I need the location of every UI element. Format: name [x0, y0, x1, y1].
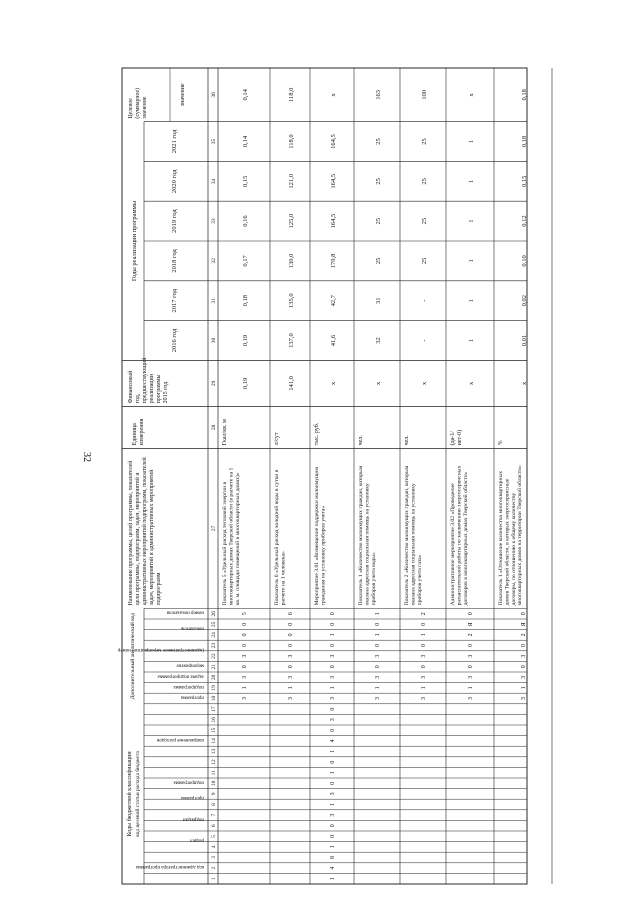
- year-value: 137,0: [288, 333, 295, 348]
- text-line: кв. м. площади помещений в многоквартирных домах)»: [234, 472, 241, 606]
- code-cell: 0: [521, 665, 527, 669]
- years-group-header: Годы реализации программы: [131, 200, 138, 282]
- year-value: 130,0: [288, 253, 295, 269]
- column-number: 11: [211, 770, 217, 776]
- year-value: 25: [375, 178, 382, 185]
- code-cell: 1: [330, 686, 336, 690]
- code-cell: 0: [330, 665, 336, 669]
- year-value: 1: [468, 299, 475, 303]
- text-line: многоквартирных домах Тверской области (в расчете на 1: [228, 467, 235, 606]
- code-cell: 3: [421, 697, 427, 700]
- code-cell: 3: [521, 697, 527, 700]
- code-header-dop_pokazatel: показатель: [181, 625, 204, 631]
- analytic-code-header: Дополнительный аналитический код: [130, 612, 136, 700]
- base-year-value: 0,19: [242, 377, 249, 390]
- column-number: 29: [211, 380, 217, 387]
- code-cell: 1: [288, 686, 294, 690]
- year-value: 170,8: [330, 253, 337, 269]
- code-cell: 0: [242, 622, 248, 626]
- column-number: 28: [211, 424, 217, 431]
- target-value: 0,18: [521, 89, 528, 101]
- column-number: 14: [211, 738, 217, 744]
- text-line: расчете на 1 человека»: [280, 551, 287, 606]
- code-cell: 1: [421, 633, 427, 637]
- year-value: 32: [375, 337, 382, 344]
- year-value: 0,10: [521, 255, 528, 267]
- code-cell: 0: [242, 633, 248, 637]
- code-header-dop_podprogramma: подпрограмма: [173, 683, 204, 689]
- target-value: 163: [375, 89, 382, 100]
- text-line: Наименование программы, целей программы, показателей: [128, 460, 134, 606]
- code-header-razdel: раздел: [190, 837, 204, 843]
- year-value: 164,5: [330, 173, 337, 189]
- name-header: [127, 457, 162, 605]
- year-header: 2021 год: [171, 129, 178, 154]
- code-cell: 0: [330, 644, 336, 647]
- year-value: 25: [421, 178, 428, 185]
- text-line: Показатель 6 «Удельный расход холодной воды в сутки в: [274, 469, 280, 606]
- base-year-value: 141,0: [288, 376, 295, 391]
- column-number: 22: [211, 653, 217, 659]
- code-cell: 3: [468, 697, 474, 700]
- year-value: 135,0: [288, 293, 295, 309]
- code-cell: Я: [468, 622, 474, 627]
- code-cell: 0: [330, 707, 336, 711]
- target-value: х: [468, 93, 475, 97]
- code-cell: 1: [421, 686, 427, 690]
- text-line: оказана адресная социальная помощь на установку: [410, 483, 417, 606]
- code-cell: 1: [330, 633, 336, 637]
- code-cell: 3: [521, 654, 527, 658]
- code-cell: 0: [330, 834, 336, 838]
- column-number: 26: [211, 610, 217, 617]
- code-cell: 0: [375, 665, 381, 669]
- code-cell: 3: [288, 654, 294, 658]
- text-line: гражданам на установку приборов учета»: [320, 505, 327, 606]
- text-line: задач, мероприятий и административных мероприятий: [149, 469, 155, 606]
- code-cell: 3: [521, 675, 527, 679]
- base-year-value: х: [521, 381, 528, 386]
- unit-cell: [404, 435, 410, 446]
- code-cell: 3: [330, 718, 336, 722]
- code-cell: 1: [375, 686, 381, 690]
- text-line: договоры, по отношению к общему количеству: [510, 492, 517, 606]
- column-number: 30: [211, 337, 217, 344]
- text-line: 2015 год: [163, 381, 169, 404]
- text-line: Единица: [132, 423, 138, 446]
- column-number: 5: [211, 834, 217, 838]
- year-value: 1: [468, 338, 475, 343]
- column-number: 7: [211, 813, 217, 817]
- base-year-value: х: [468, 381, 475, 386]
- code-cell: 0: [288, 644, 294, 647]
- code-cell: 3: [375, 675, 381, 679]
- column-number: 10: [211, 780, 217, 787]
- unit-cell: [274, 432, 280, 445]
- code-cell: 3: [375, 697, 381, 700]
- year-value: 0,01: [521, 334, 528, 347]
- code-cell: 1: [521, 686, 527, 690]
- text-line: Целевое: [128, 98, 134, 119]
- indicator-name: [273, 469, 286, 605]
- kbk-header: Коды бюджетной классификации: [127, 751, 133, 837]
- year-value: -: [421, 339, 428, 342]
- code-cell: 3: [288, 697, 294, 700]
- text-line: подпрограмм: [156, 572, 162, 606]
- unit-cell: [222, 419, 228, 445]
- unit-cell: [313, 422, 320, 445]
- code-cell: 0: [421, 665, 427, 669]
- text-line: цели программы, подпрограмм, задач, мероприятий и: [135, 472, 141, 606]
- code-cell: 5: [242, 612, 248, 616]
- target-value: 100: [421, 89, 428, 100]
- unit-cell: [449, 430, 463, 446]
- kbk-subheader: код целевой статьи расхода бюджета: [135, 751, 141, 837]
- code-cell: 1: [468, 686, 474, 690]
- year-value: 41,6: [330, 334, 337, 347]
- target-value: 0,14: [242, 89, 249, 101]
- year-header: 2018 год: [171, 249, 178, 273]
- column-number: 13: [211, 748, 217, 755]
- code-cell: 0: [288, 622, 294, 626]
- text-line: Показатель 5 «Удельный расход тепловой энергии в: [222, 481, 228, 606]
- table-grid: [117, 68, 552, 884]
- text-line: административных мероприятий подпрограмм, показателей: [142, 457, 148, 606]
- column-number: 15: [211, 727, 217, 734]
- code-cell: 2: [521, 633, 527, 637]
- base-year-value: х: [421, 381, 428, 386]
- year-value: 0,19: [242, 334, 249, 347]
- code-cell: 3: [330, 654, 336, 658]
- code-cell: 1: [330, 750, 336, 753]
- code-cell: 0: [242, 665, 248, 669]
- year-value: 0,02: [521, 295, 528, 307]
- indicator-name: [221, 467, 241, 605]
- year-value: 0,12: [521, 215, 528, 227]
- text-line: %: [498, 440, 504, 446]
- code-header-programma: программа: [181, 795, 204, 801]
- text-line: приборов учета газа»: [416, 554, 423, 606]
- code-cell: 0: [242, 644, 248, 647]
- code-cell: 3: [330, 813, 336, 817]
- code-cell: 0: [288, 665, 294, 669]
- text-line: предшествующий: [142, 357, 148, 404]
- code-header-dop_meropriyatie: мероприятие: [176, 662, 204, 668]
- code-cell: 0: [330, 612, 336, 616]
- column-number: 16: [211, 716, 217, 723]
- code-cell: 0: [468, 612, 474, 616]
- column-number: 6: [211, 824, 217, 828]
- unit-cell: [498, 440, 504, 445]
- unit-header: [132, 418, 145, 445]
- code-cell: 3: [468, 675, 474, 679]
- year-value: 0,16: [242, 215, 249, 227]
- code-cell: 3: [421, 675, 427, 679]
- text-line: тыс. руб.: [314, 422, 320, 446]
- code-header-admin: код администратора программы: [135, 864, 204, 870]
- year-value: 0,18: [242, 295, 249, 307]
- target-header: [128, 88, 148, 119]
- code-header-dop_programma: программа: [181, 694, 204, 700]
- code-cell: 1: [375, 633, 381, 637]
- code-cell: 0: [521, 612, 527, 616]
- column-number: 18: [211, 695, 217, 702]
- code-cell: 4: [330, 866, 336, 870]
- year-value: 121,0: [288, 173, 295, 189]
- column-number: 32: [211, 258, 217, 264]
- text-line: чел.: [358, 435, 364, 446]
- code-cell: 3: [421, 654, 427, 658]
- year-value: 125,0: [288, 213, 295, 229]
- code-header-dop_nomer: (административное мероприятие) номер: [117, 646, 204, 652]
- page-number: 32: [81, 452, 92, 462]
- column-number: 35: [211, 138, 217, 145]
- column-number: 33: [211, 218, 217, 224]
- code-cell: 1: [242, 686, 248, 690]
- code-cell: 8: [330, 856, 336, 859]
- year-value: 25: [375, 138, 382, 145]
- code-cell: 0: [330, 622, 336, 626]
- code-cell: 0: [330, 824, 336, 828]
- text-line: договоров в многоквартирных домах Тверской области»: [462, 471, 469, 606]
- column-number: 12: [211, 759, 217, 765]
- year-value: 25: [421, 217, 428, 225]
- text-line: Показатель 1 «Количество малоимущих граждан, которым: [358, 465, 364, 606]
- code-cell: 0: [468, 665, 474, 669]
- text-line: разъяснительной работы по заключению энергосервисных: [456, 465, 463, 606]
- year-value: 31: [375, 297, 382, 304]
- column-number: 31: [211, 297, 217, 304]
- year-value: 164,5: [330, 134, 337, 149]
- column-number: 1: [211, 877, 217, 881]
- year-value: 0,15: [521, 175, 528, 187]
- text-line: программы: [156, 374, 162, 404]
- text-line: Гкал/кв. м: [222, 419, 228, 446]
- column-number: 9: [211, 792, 217, 796]
- text-line: Мероприятие 3.01 «Возмещение поддержки малоимущим: [314, 467, 320, 606]
- indicator-name: [498, 465, 523, 605]
- code-cell: 1: [375, 612, 381, 616]
- code-cell: 3: [242, 654, 248, 658]
- text-line: измерения: [139, 418, 145, 446]
- code-cell: 1: [330, 845, 336, 849]
- code-cell: 1: [330, 803, 336, 806]
- text-line: реализации: [149, 374, 155, 404]
- year-value: 164,5: [330, 213, 337, 229]
- code-cell: 0: [421, 644, 427, 647]
- text-line: Финансовый: [128, 370, 134, 404]
- indicator-name: [450, 465, 469, 605]
- code-cell: 1: [330, 877, 336, 881]
- indicator-name: [314, 467, 326, 606]
- indicator-name: [404, 465, 423, 605]
- column-number: 20: [211, 674, 217, 681]
- year-value: 0,14: [242, 135, 249, 148]
- year-value: 1: [468, 139, 475, 144]
- document-table: [117, 68, 528, 884]
- text-line: Административное мероприятие 3.02 «Проведение: [450, 483, 456, 606]
- column-number: 21: [211, 663, 217, 670]
- text-line: приборов учета воды»: [370, 552, 377, 606]
- text-line: л/сут: [274, 432, 280, 446]
- code-cell: 2: [421, 612, 427, 616]
- year-value: 0,17: [242, 255, 249, 267]
- year-value: 1: [468, 259, 475, 263]
- indicator-name: [358, 465, 377, 605]
- column-number: 3: [211, 856, 217, 859]
- unit-cell: [358, 435, 364, 446]
- year-value: 25: [421, 257, 428, 265]
- text-line: (суммарное): [135, 88, 141, 119]
- text-line: Показатель 2 «Количество малоимущих граждан, которым: [404, 465, 410, 606]
- year-value: 118,0: [288, 134, 295, 149]
- code-cell: 0: [375, 644, 381, 647]
- code-header-podrazdel: подраздел: [182, 816, 204, 822]
- base-year-value: х: [375, 381, 382, 386]
- column-number: 2: [211, 866, 217, 870]
- year-value: 0,18: [521, 135, 528, 148]
- code-cell: 3: [375, 654, 381, 658]
- year-header: 2016 год: [171, 328, 178, 353]
- code-cell: 0: [330, 760, 336, 764]
- target-value: х: [330, 93, 337, 97]
- year-header: 2017 год: [171, 288, 178, 313]
- column-number: 34: [211, 178, 217, 185]
- code-cell: 3: [330, 792, 336, 796]
- code-cell: 2: [468, 633, 474, 637]
- column-number: 23: [211, 642, 217, 649]
- code-cell: 0: [468, 644, 474, 647]
- code-cell: 4: [330, 739, 336, 743]
- year-value: 25: [375, 217, 382, 225]
- code-cell: 6: [288, 612, 294, 616]
- column-number: 17: [211, 706, 217, 712]
- year-value: 25: [421, 138, 428, 145]
- code-cell: 0: [288, 633, 294, 637]
- text-line: Показатель 1 «Отношение количества многоквартирных: [498, 470, 504, 606]
- year-value: 42,7: [330, 295, 337, 307]
- code-cell: 3: [330, 697, 336, 700]
- target-value: 118,0: [288, 87, 295, 102]
- code-cell: 3: [468, 654, 474, 658]
- text-line: нет-0): [457, 429, 463, 446]
- year-value: -: [421, 299, 428, 302]
- code-header-dop_zadacha: задача подпрограммы: [157, 673, 204, 679]
- code-cell: 3: [242, 675, 248, 679]
- base-year-value: х: [330, 381, 337, 386]
- code-cell: 3: [288, 675, 294, 679]
- year-value: 1: [468, 179, 475, 183]
- code-header-podprogramma: подпрограмма: [173, 779, 204, 785]
- column-number: 8: [211, 803, 217, 806]
- text-line: год,: [135, 393, 141, 404]
- text-line: оказана адресная социальная помощь на установку: [364, 483, 371, 606]
- text-line: многоквартирных домов на территории Тверской области»: [517, 465, 524, 606]
- code-cell: 1: [330, 771, 336, 775]
- code-header-dop_nomer_pokazatelya: номер показателя: [166, 609, 204, 615]
- column-number: 4: [211, 845, 217, 849]
- text-line: чел.: [404, 435, 410, 446]
- target-value-header: значение: [180, 83, 186, 107]
- rotated-table-sheet: [117, 68, 528, 884]
- code-cell: 0: [330, 781, 336, 785]
- code-cell: 0: [521, 644, 527, 647]
- year-value: 0,15: [242, 175, 249, 187]
- code-cell: 0: [375, 622, 381, 626]
- column-number: 19: [211, 685, 217, 691]
- code-cell: 0: [421, 622, 427, 626]
- base-year-header: [127, 357, 169, 404]
- code-cell: 3: [242, 697, 248, 700]
- code-cell: Я: [521, 622, 527, 627]
- text-line: домов Тверской области, в которых энергосервисные: [504, 478, 511, 606]
- text-line: (да-1/: [450, 431, 456, 446]
- code-cell: 3: [330, 675, 336, 679]
- year-header: 2019 год: [171, 209, 178, 233]
- year-value: 1: [468, 219, 475, 223]
- column-number: 36: [211, 92, 217, 98]
- code-cell: 0: [330, 728, 336, 732]
- year-header: 2020 год: [171, 169, 178, 194]
- year-value: 25: [375, 257, 382, 265]
- column-number: 27: [211, 525, 217, 532]
- column-number: 25: [211, 621, 217, 628]
- code-header-napravlenie: направление расходов: [157, 736, 204, 742]
- text-line: значение: [142, 96, 148, 119]
- column-number: 24: [211, 632, 217, 638]
